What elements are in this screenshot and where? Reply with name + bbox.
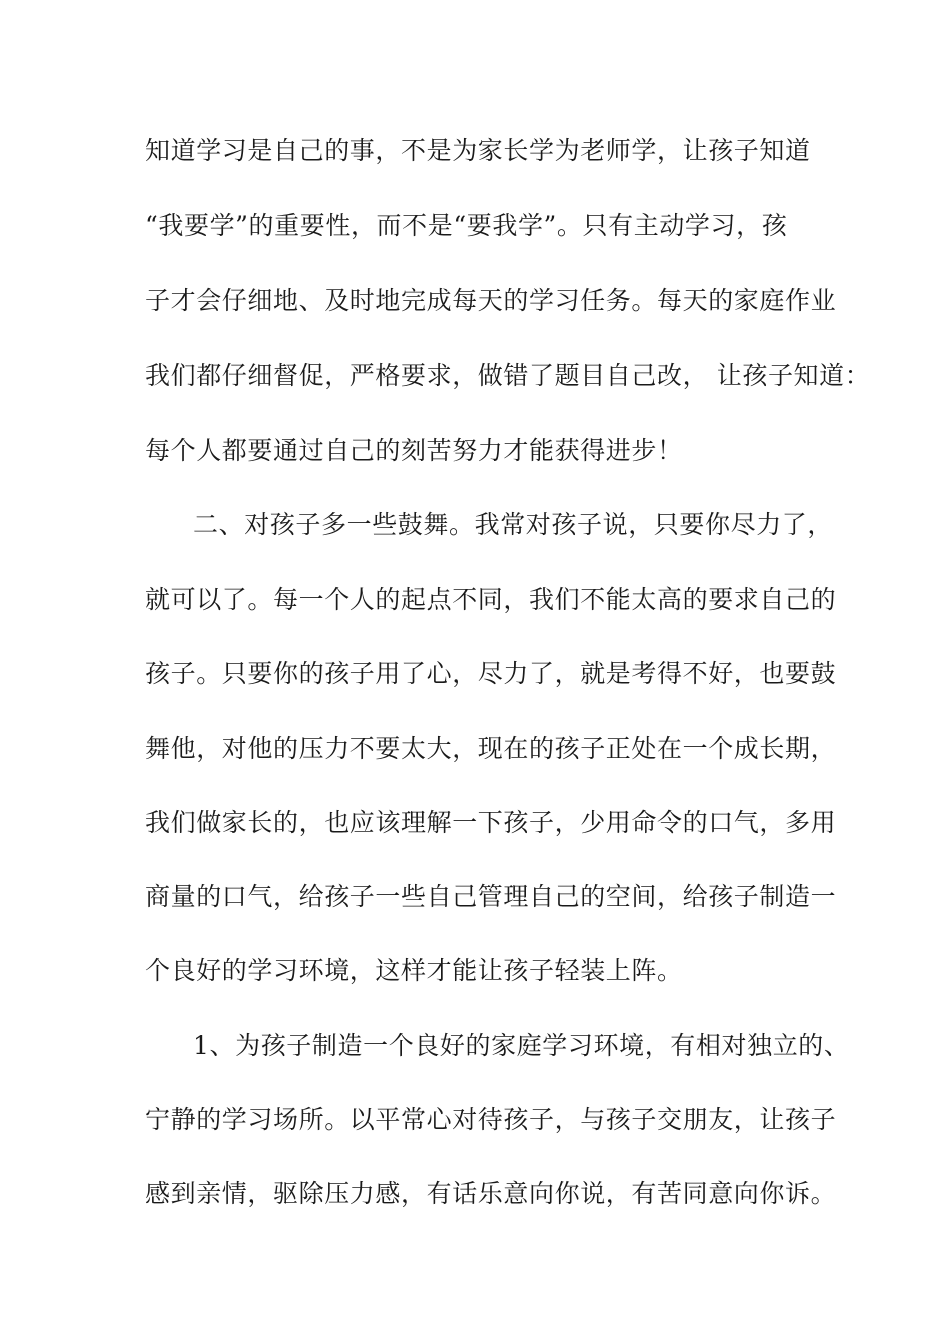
text-line: 我们做家长的，也应该理解一下孩子，少用命令的口气，多用 (145, 808, 837, 837)
text-line: 感到亲情，驱除压力感，有话乐意向你说，有苦同意向你诉。 (145, 1179, 837, 1208)
numbered-item-line: 1、为孩子制造一个良好的家庭学习环境，有相对独立的、 (193, 1031, 850, 1060)
text-line: 我们都仔细督促，严格要求，做错了题目自己改， 让孩子知道： (145, 361, 871, 390)
text-line: 每个人都要通过自己的刻苦努力才能获得进步！ (145, 436, 683, 465)
text-line: 孩子。只要你的孩子用了心，尽力了，就是考得不好，也要鼓 (145, 659, 837, 688)
text-line: 宁静的学习场所。以平常心对待孩子，与孩子交朋友，让孩子 (145, 1105, 837, 1134)
text-line: 商量的口气，给孩子一些自己管理自己的空间，给孩子制造一 (145, 882, 837, 911)
text-line: 个良好的学习环境，这样才能让孩子轻装上阵。 (145, 956, 683, 985)
text-line: 就可以了。每一个人的起点不同，我们不能太高的要求自己的 (145, 585, 837, 614)
section-heading-line: 二、对孩子多一些鼓舞。我常对孩子说，只要你尽力了， (193, 510, 834, 539)
text-line: 子才会仔细地、及时地完成每天的学习任务。每天的家庭作业 (145, 286, 837, 315)
text-line: 舞他，对他的压力不要太大，现在的孩子正处在一个成长期， (145, 734, 837, 763)
text-line: “我要学”的重要性，而不是“要我学”。只有主动学习，孩 (145, 211, 788, 240)
text-line: 知道学习是自己的事，不是为家长学为老师学，让孩子知道 (145, 136, 811, 165)
